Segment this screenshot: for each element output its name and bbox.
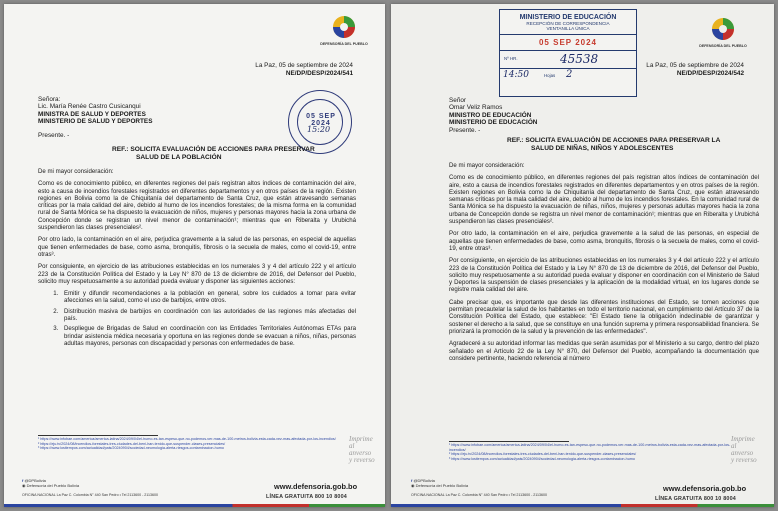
list-item: 3. Despliegue de Brigadas de Salud en coordinación con las Entidades Territoriales Autónomas ETAs para brindar asistencia médica necesaria y oportuna en las regiones donde se evacuan a niños, niñas, personas adultas mayores, personas con discapacidad y personas con enfermedades de base.	[60, 325, 356, 347]
footnote-link[interactable]: ¹ https://www.infobae.com/america/america-latina/2024/09/04/el-humo-es-tan-espeso-que-no-podemos-ver-mas-de-100-metros-bolivia-esta-cada-vez-mas-afectada-por-los-incendios/	[38, 437, 336, 441]
footnote-link[interactable]: ³ https://www.lostiempos.com/actualidad/pais/20240904/sociedad-neumologia-alerta-riesgos-contaminacion-humo	[449, 456, 635, 461]
logo-caption: DEFENSORÍA DEL PUEBLO	[320, 42, 368, 46]
location-icon: ◉	[411, 483, 415, 488]
website-link[interactable]: www.defensoria.gob.bo	[663, 484, 747, 493]
stamp-date: 05 SEP 2024	[538, 38, 597, 47]
paragraph: Cabe precisar que, es importante que desde las diferentes instituciones del Estado, se tomen acciones que permitan precautelar la salud de los habitantes en todo el territorio nacional, en cumplimiento del Artículo 37 de la Constitución Política del Estado, que establece: "El Estado tiene la obligación indeclinable de garantizar y sostener el derecho a la salud, que se constituye en una función suprema y primera responsabilidad financiera. Se priorizará la promoción de la salud y la prevención de las enfermedades".	[449, 298, 759, 335]
date-line: La Paz, 05 de septiembre de 2024	[255, 62, 353, 69]
letter-page-left	[4, 4, 385, 507]
toll-free-line: LÍNEA GRATUITA 800 10 8004	[266, 494, 347, 500]
letter-page-right	[391, 4, 774, 507]
reference-code: NE/DP/DESP/2024/542	[676, 69, 744, 77]
footer-color-bar	[391, 504, 774, 507]
footer-color-bar	[4, 504, 385, 507]
facebook-icon: f	[22, 478, 24, 483]
subject-reference: REF.: SOLICITA EVALUACIÓN DE ACCIONES PARA PRESERVAR SALUD DE LA POBLACIÓN	[112, 146, 315, 161]
paragraph: Por consiguiente, en ejercicio de las atribuciones establecidas en los numerales 3 y 4 del artículo 222 y el artículo 223 de la Constitución Política del Estado y la Ley N° 870 de 13 de diciembre de 2016, del Defensor del Pueblo, solicito muy respetuosamente a su autoridad pueda evaluar y disponer en coordinación con el Ministerio de Salud y Deportes la suspensión de clases presenciales y la aplicación de la modalidad virtual, en los lugares donde se registre mala calidad del aire.	[449, 257, 759, 294]
footnotes	[38, 435, 338, 451]
logo-caption: DEFENSORÍA DEL PUEBLO	[699, 44, 747, 48]
greeting: De mi mayor consideración:	[449, 162, 525, 169]
letter-body	[38, 168, 356, 350]
list-item: 1. Emitir y difundir recomendaciones a la población en general, sobre los cuidados a tomar para evitar afecciones en la salud, como el uso de barbijos, entre otros.	[60, 290, 356, 305]
defensoria-logo-icon	[329, 14, 359, 40]
paragraph: Por otro lado, la contaminación en el aire, perjudica gravemente a la salud de las personas, en especial de aquellas que tienen enfermedades de base, como asma, bronquitis, fibrosis o la secuela de males, como el covid-19, entre otras³.	[38, 236, 356, 258]
social-block: f @DPBolivia ◉ Defensoría del Pueblo Bolivia	[22, 478, 80, 488]
paragraph: Como es de conocimiento público, en diferentes regiones del país registran altos índices de contaminación del aire, esto a causa de incendios forestales registrados en diferentes departamentos y en otros países de la región. Existen regiones en Bolivia como la de Chiquitanía del departamento de Santa Cruz, que están atravesando semanas críticas por la mala calidad del aire, debido al humo de los incendios forestales. En la comunidad rural de Santa Mónica se ha dispuesto la evacuación de niñas, niños, mujeres y personas adultas mayores hacia la zona urbana de Concepción donde se registra un nivel menor de contaminación¹; mientras que en Riberalta y Urubichá suspendieron las clases presenciales².	[449, 174, 759, 226]
facebook-icon: f	[411, 478, 413, 483]
office-address: OFICINA NACIONAL La Paz C. Colombia N° 440 San Pedro • Tel 2113600 - 2113600	[411, 493, 548, 497]
subject-reference: REF.: SOLICITA EVALUACIÓN DE ACCIONES PARA PRESERVAR LA SALUD DE NIÑAS, NIÑOS Y ADOLESCENTES	[507, 137, 721, 152]
actions-list	[38, 290, 356, 347]
defensoria-logo-icon	[708, 16, 738, 42]
letter-date	[173, 62, 353, 77]
paragraph: Por consiguiente, en ejercicio de las atribuciones establecidas en los numerales 3 y 4 del artículo 222 y el artículo 223 de la Constitución Política del Estado y la Ley N° 870 de 13 de diciembre de 2016, del Defensor del Pueblo, solicito muy respetuosamente a su autoridad pueda evaluar y disponer las siguientes acciones:	[38, 263, 356, 285]
recipient-block: Señor Omar Veliz Ramos MINISTRO DE EDUCACIÓN MINISTERIO DE EDUCACIÓN Presente. -	[449, 97, 538, 134]
website-link[interactable]: www.defensoria.gob.bo	[274, 482, 358, 491]
date-line: La Paz, 05 de septiembre de 2024	[646, 62, 744, 69]
stamp-time: 15:20	[307, 125, 331, 134]
footnote-link[interactable]: ² https://eju.tv/2024/08/incendios-forestales-tres-ciudades-del-beni-han-tenido-que-suspender-clases-presenciales/	[38, 441, 226, 446]
facebook-link[interactable]: @DPBolivia	[24, 478, 46, 483]
print-slogan: Imprime al anverso y reverso	[731, 435, 757, 464]
office-address: OFICINA NACIONAL La Paz C. Colombia N° 440 San Pedro • Tel 2113600 - 2113600	[22, 493, 159, 497]
footnote-link[interactable]: ¹ https://www.infobae.com/america/america-latina/2024/09/04/el-humo-es-tan-espeso-que-no-podemos-ver-mas-de-100-metros-bolivia-esta-cada-vez-mas-afectada-por-los-incendios/	[449, 443, 731, 452]
footnote-link[interactable]: ³ https://www.lostiempos.com/actualidad/pais/20240904/sociedad-neumologia-alerta-riesgos-contaminacion-humo	[38, 446, 224, 451]
letter-body	[449, 162, 759, 367]
paragraph: Agradeceré a su autoridad informar las medidas que serán asumidas por el Ministerio a su cargo, dentro del plazo señalado en el Artículo 22 de la Ley N° 870, del Defensor del Pueblo, acompañando la documentación que considere pertinente, haciendo referencia al número	[449, 340, 759, 362]
paragraph: Por otro lado, la contaminación en el aire, perjudica gravemente a la salud de las personas, en especial de aquellas que tienen enfermedades de base, como asma, bronquitis, fibrosis o la secuela de males, como el covid-19, entre otras³.	[449, 230, 759, 252]
reception-stamp: MINISTERIO DE EDUCACIÓN RECEPCIÓN DE CORRESPONDENCIA VENTANILLA ÚNICA 05 SEP 2024 Nº HR. 45538 14:50 Hojas 2	[499, 9, 637, 97]
greeting: De mi mayor consideración:	[38, 168, 114, 175]
facebook-link[interactable]: @DPBolivia	[413, 478, 435, 483]
toll-free-line: LÍNEA GRATUITA 800 10 8004	[655, 496, 736, 502]
list-item: 2. Distribución masiva de barbijos en coordinación con las autoridades de las regiones más afectadas del país.	[60, 308, 356, 323]
social-block: f @DPBolivia ◉ Defensoría del Pueblo Bolivia	[411, 478, 469, 488]
hr-number: 45538	[560, 52, 599, 66]
print-slogan: Imprime al anverso y reverso	[349, 435, 375, 464]
stamp-date: 05 SEP 2024	[306, 113, 336, 127]
reference-code: NE/DP/DESP/2024/541	[285, 69, 353, 77]
recipient-block: Señora: Lic. María Renée Castro Cusicanqui MINISTRA DE SALUD Y DEPORTES MINISTERIO DE SALUD Y DEPORTES Presente. -	[38, 96, 153, 139]
paragraph: Como es de conocimiento público, en diferentes regiones del país registran altos índices de contaminación del aire, esto a causa de incendios forestales registrados en diferentes departamentos y en otros países de la región. Existen regiones en Bolivia como la de Chiquitanía del departamento de Santa Cruz, que están atravesando semanas críticas por la mala calidad del aire, debido al humo de los incendios forestales; de la misma forma en la comunidad rural de Santa Mónica se ha dispuesto la evacuación de niños, mujeres y personas mayores hacia la zona urbana de Concepción donde se registran un nivel menor de contaminación¹; mientras que en Riberalta y Urubichá suspendieron las clases presenciales².	[38, 180, 356, 232]
footnotes	[449, 441, 739, 461]
footnote-link[interactable]: ² https://eju.tv/2024/08/incendios-forestales-tres-ciudades-del-beni-han-tenido-que-suspender-clases-presenciales/	[449, 452, 637, 457]
letter-date	[564, 62, 744, 77]
location-icon: ◉	[22, 483, 26, 488]
stamp-time: 14:50	[503, 70, 529, 80]
sheet-count: 2	[566, 69, 573, 80]
reception-round-stamp	[288, 90, 352, 154]
